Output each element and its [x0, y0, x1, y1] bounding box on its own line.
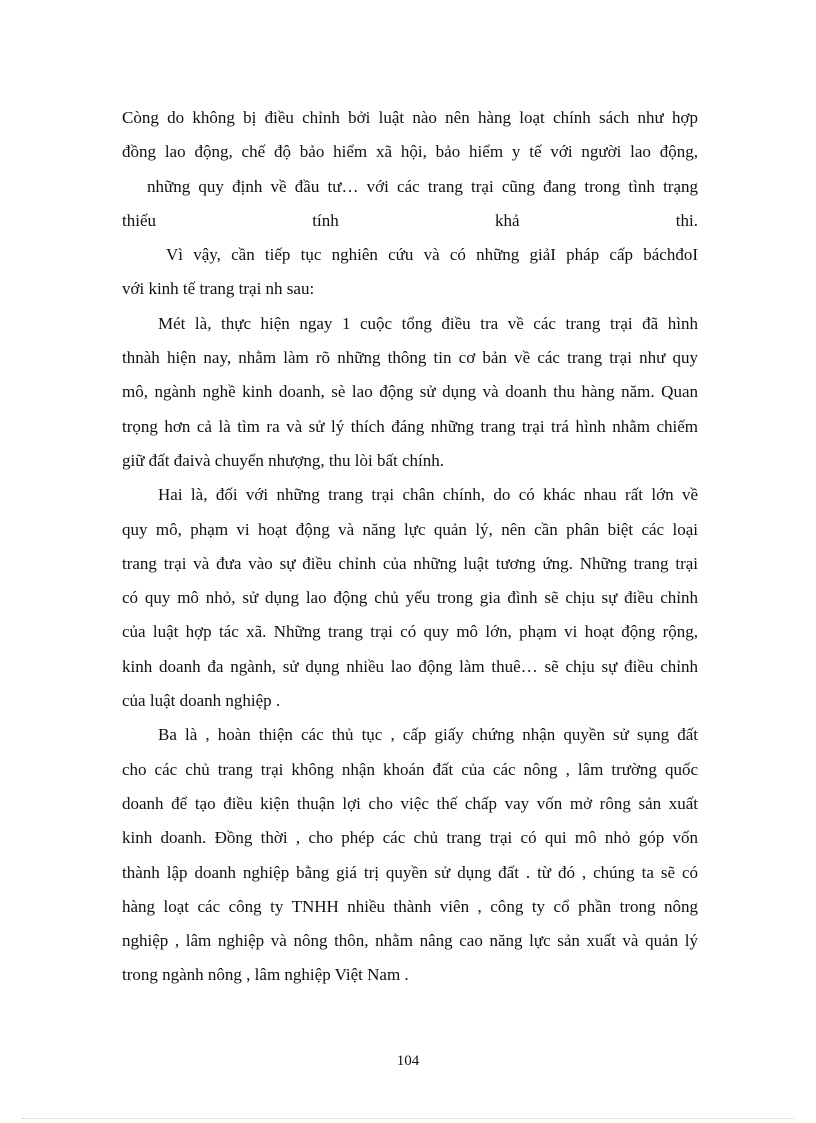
text-line: đồng lao động, chế độ bảo hiểm xã hội, bảo hiểm y tế với người lao động,	[122, 142, 698, 162]
text-line: Còng do không bị điều chỉnh bởi luật nào nên hàng loạt chính sách như hợp	[122, 108, 698, 127]
text-line: trang trại và đưa vào sự điều chỉnh của những luật tương ứng. Những trang trại	[122, 553, 698, 573]
page-number: 104	[396, 1053, 420, 1069]
text-line: thành lập doanh nghiệp bằng giá trị quyền sử dụng đất . từ đó , chúng ta sẽ có	[122, 862, 698, 882]
text-line: thnàh hiện nay, nhằm làm rõ những thông tin cơ bản về các trang trại như quy	[122, 348, 698, 368]
text-line: hàng loạt các công ty TNHH nhiều thành viên , công ty cổ phần trong nông	[122, 896, 698, 916]
text-line: trọng hơn cả là tìm ra và sử lý thích đáng những trang trại trá hình nhằm chiếm	[122, 416, 698, 436]
text-line: Mét là, thực hiện ngay 1 cuộc tổng điều tra về các trang trại đã hình	[158, 313, 698, 333]
paragraph-2	[122, 238, 698, 307]
paragraph-1	[122, 101, 698, 238]
text-line: những quy định về đầu tư… với các trang trại cũng đang trong tình trạng	[147, 176, 698, 196]
text-line: có quy mô nhỏ, sử dụng lao động chủ yếu trong gia đình sẽ chịu sự điều chỉnh	[122, 588, 698, 608]
text-line: của luật doanh nghiệp .	[122, 691, 281, 711]
text-line: của luật hợp tác xã. Những trang trại có quy mô lớn, phạm vi hoạt động rộng,	[122, 622, 698, 642]
text-line: Hai là, đối với những trang trại chân chính, do có khác nhau rất lớn về	[158, 485, 698, 505]
text-line: trong ngành nông , lâm nghiệp Việt Nam .	[122, 965, 409, 985]
text-line: với kinh tế trang trại nh sau:	[122, 279, 315, 299]
paragraph-4	[122, 478, 698, 718]
body-text	[122, 101, 698, 993]
paragraph-3	[122, 307, 698, 478]
text-line: quy mô, phạm vi hoạt động và năng lực quản lý, nên cần phân biệt các loại	[122, 519, 698, 539]
text-line: giữ đất đaivà chuyển nhượng, thu lòi bất chính.	[122, 450, 445, 470]
text-line: Ba là , hoàn thiện các thủ tục , cấp giấy chứng nhận quyền sử sụng đất	[158, 725, 698, 745]
text-line: kinh doanh. Đồng thời , cho phép các chủ trang trại có qui mô nhỏ góp vốn	[122, 828, 698, 848]
footer-divider	[22, 1118, 794, 1119]
paragraph-5	[122, 718, 698, 992]
text-line: thiếu tính khả thi.	[122, 210, 698, 230]
text-line: mô, ngành nghề kinh doanh, sè lao động sử dụng và doanh thu hàng năm. Quan	[122, 382, 698, 402]
text-line: doanh để tạo điều kiện thuận lợi cho việc thế chấp vay vốn mở rông sản xuất	[122, 793, 698, 813]
text-line: kinh doanh đa ngành, sử dụng nhiều lao động làm thuê… sẽ chịu sự điều chỉnh	[122, 656, 698, 676]
text-line: cho các chủ trang trại không nhận khoán đất của các nông , lâm trường quốc	[122, 759, 698, 779]
text-line: nghiệp , lâm nghiệp và nông thôn, nhằm nâng cao năng lực sản xuất và quản lý	[122, 931, 698, 951]
text-line: Vì vậy, cần tiếp tục nghiên cứu và có những giảI pháp cấp báchđoI	[166, 245, 698, 265]
